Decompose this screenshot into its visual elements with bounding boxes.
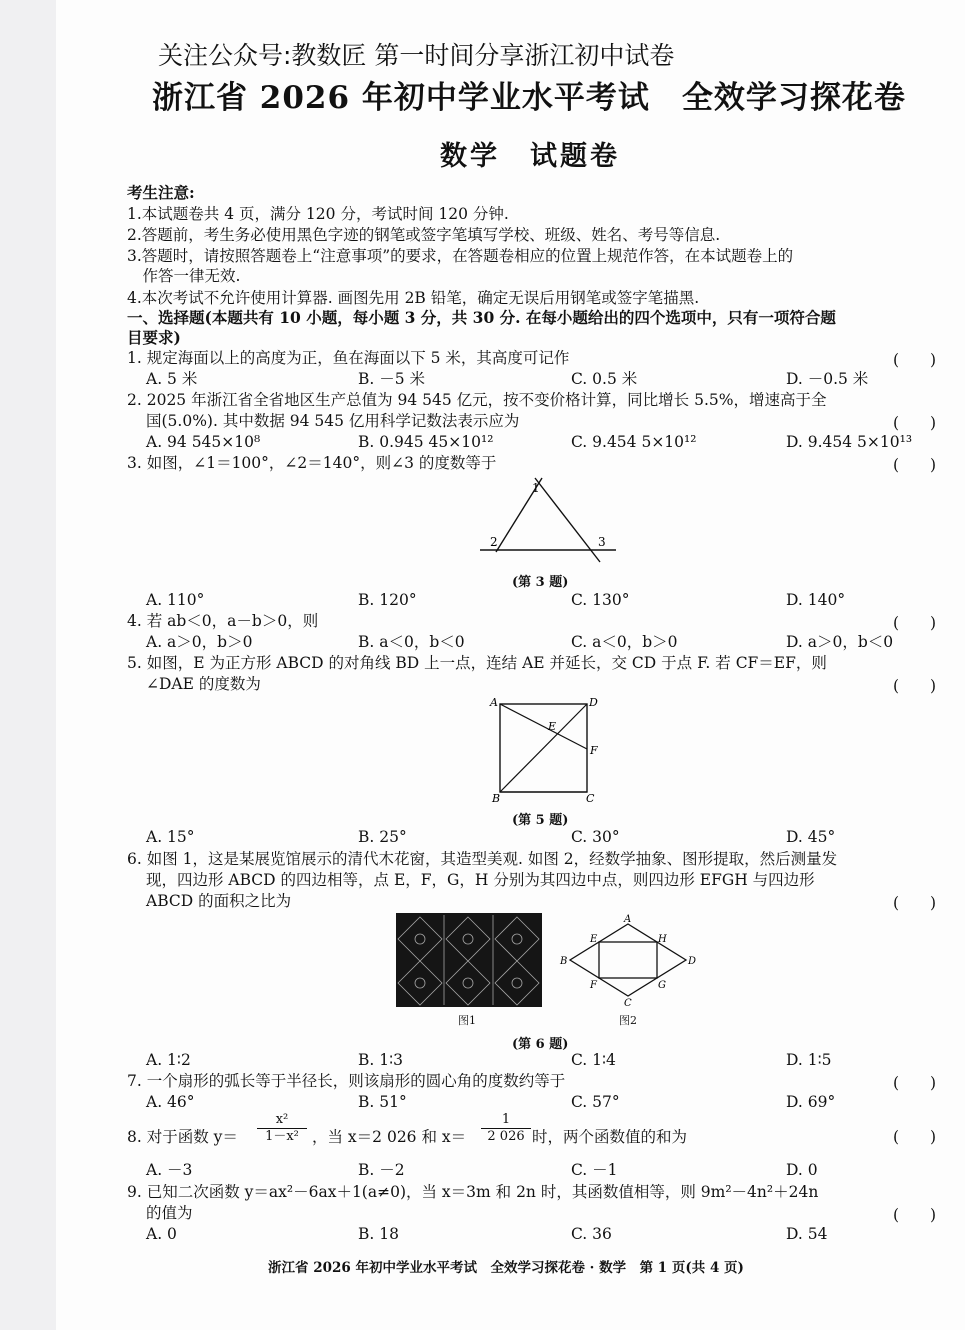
q2-option-b: B. 0.945 45×10¹² bbox=[358, 433, 494, 451]
q2-option-d: D. 9.454 5×10¹³ bbox=[786, 433, 913, 451]
q6-option-b: B. 1∶3 bbox=[358, 1051, 404, 1069]
section-heading: 一、选择题(本题共有 10 小题，每小题 3 分，共 30 分. 在每小题给出的四个选项中，只有一项符合题 bbox=[127, 308, 836, 327]
q6-label-a: A bbox=[624, 914, 632, 925]
q5-label-b: B bbox=[492, 792, 501, 804]
q9-option-c: C. 36 bbox=[571, 1225, 612, 1243]
q9-stem-cont: 的值为 bbox=[146, 1204, 193, 1222]
answer-paren: ( ) bbox=[893, 351, 937, 369]
q8-stem-part1: 8. 对于函数 y＝ bbox=[127, 1128, 238, 1146]
notice-heading: 考生注意: bbox=[127, 183, 195, 202]
q6-option-a: A. 1∶2 bbox=[146, 1051, 191, 1069]
q5-option-b: B. 25° bbox=[358, 828, 407, 846]
q4-option-d: D. a＞0，b＜0 bbox=[786, 633, 894, 651]
q8-option-a: A. －3 bbox=[146, 1161, 193, 1179]
answer-paren: ( ) bbox=[893, 677, 937, 695]
q7-option-c: C. 57° bbox=[571, 1093, 620, 1111]
q5-caption: (第 5 题) bbox=[512, 813, 569, 828]
q4-option-a: A. a＞0，b＞0 bbox=[146, 633, 253, 651]
page-title: 浙江省 2026 年初中学业水平考试 全效学习探花卷 bbox=[152, 80, 906, 116]
q3-label-1: 1 bbox=[532, 481, 540, 495]
q6-fig1-label: 图1 bbox=[458, 1014, 476, 1027]
q8-frac1-num: x² bbox=[257, 1112, 307, 1129]
q6-label-c: C bbox=[624, 998, 632, 1009]
q6-label-h: H bbox=[658, 934, 667, 945]
q5-option-c: C. 30° bbox=[571, 828, 620, 846]
q6-label-g: G bbox=[658, 980, 666, 991]
answer-paren: ( ) bbox=[893, 894, 937, 912]
q8-stem-part3: 时，两个函数值的和为 bbox=[532, 1128, 688, 1146]
q7-option-b: B. 51° bbox=[358, 1093, 407, 1111]
q6-stem: 6. 如图 1，这是某展览馆展示的清代木花窗，其造型美观. 如图 2，经数学抽象、图形提取，然后测量发 bbox=[127, 850, 838, 868]
q6-label-f: F bbox=[590, 980, 597, 991]
q3-caption: (第 3 题) bbox=[512, 575, 569, 590]
answer-paren: ( ) bbox=[893, 1074, 937, 1092]
q5-label-f: F bbox=[590, 744, 598, 757]
q8-option-d: D. 0 bbox=[786, 1161, 818, 1179]
q1-option-b: B. －5 米 bbox=[358, 370, 426, 388]
q6-stem-cont2: ABCD 的面积之比为 bbox=[146, 892, 292, 910]
q3-label-2: 2 bbox=[490, 535, 498, 549]
q3-stem: 3. 如图，∠1＝100°，∠2＝140°，则∠3 的度数等于 bbox=[127, 454, 497, 472]
q6-option-c: C. 1∶4 bbox=[571, 1051, 616, 1069]
page-footer: 浙江省 2026 年初中学业水平考试 全效学习探花卷 · 数学 第 1 页(共 4 页) bbox=[268, 1260, 744, 1276]
q9-option-a: A. 0 bbox=[146, 1225, 177, 1243]
q9-stem: 9. 已知二次函数 y＝ax²－6ax＋1(a≠0)，当 x＝3m 和 2n 时，其函数值相等，则 9m²－4n²＋24n bbox=[127, 1183, 819, 1201]
q1-option-a: A. 5 米 bbox=[146, 370, 198, 388]
q1-option-d: D. －0.5 米 bbox=[786, 370, 869, 388]
q5-stem-cont: ∠DAE 的度数为 bbox=[146, 675, 261, 693]
q1-option-c: C. 0.5 米 bbox=[571, 370, 638, 388]
q8-option-c: C. －1 bbox=[571, 1161, 618, 1179]
q3-label-3: 3 bbox=[598, 535, 606, 549]
answer-paren: ( ) bbox=[893, 414, 937, 432]
top-note: 关注公众号:教数匠 第一时间分享浙江初中试卷 bbox=[158, 41, 675, 70]
q5-option-a: A. 15° bbox=[146, 828, 195, 846]
q5-label-c: C bbox=[586, 792, 595, 804]
q5-label-d: D bbox=[589, 696, 598, 709]
q4-stem: 4. 若 ab＜0，a－b＞0，则 bbox=[127, 612, 319, 630]
q8-frac1-den: 1－x² bbox=[265, 1129, 299, 1144]
q8-fraction-1 bbox=[257, 1112, 307, 1145]
notice-item: 4.本次考试不允许使用计算器. 画图先用 2B 铅笔，确定无误后用钢笔或签字笔描黑. bbox=[127, 289, 700, 307]
q6-caption: (第 6 题) bbox=[512, 1037, 569, 1052]
q3-option-c: C. 130° bbox=[571, 591, 630, 609]
q8-frac2-den: 2 026 bbox=[487, 1129, 525, 1144]
q4-option-b: B. a＜0，b＜0 bbox=[358, 633, 465, 651]
q3-option-d: D. 140° bbox=[786, 591, 846, 609]
q1-stem: 1. 规定海面以上的高度为正，鱼在海面以下 5 米，其高度可记作 bbox=[127, 349, 570, 367]
q5-square-figure bbox=[486, 694, 606, 804]
q6-fig2-label: 图2 bbox=[619, 1014, 637, 1027]
q8-option-b: B. －2 bbox=[358, 1161, 405, 1179]
answer-paren: ( ) bbox=[893, 1206, 937, 1224]
q5-option-d: D. 45° bbox=[786, 828, 836, 846]
section-heading-cont: 目要求) bbox=[127, 328, 181, 347]
q6-window-photo bbox=[396, 913, 542, 1007]
q5-stem: 5. 如图，E 为正方形 ABCD 的对角线 BD 上一点，连结 AE 并延长，交 CD 于点 F. 若 CF＝EF，则 bbox=[127, 654, 827, 672]
q8-frac2-num: 1 bbox=[481, 1112, 531, 1129]
notice-item: 作答一律无效. bbox=[127, 267, 241, 285]
q4-option-c: C. a＜0，b＞0 bbox=[571, 633, 678, 651]
q8-stem-part2: ，当 x＝2 026 和 x＝ bbox=[312, 1128, 467, 1146]
q3-option-b: B. 120° bbox=[358, 591, 417, 609]
answer-paren: ( ) bbox=[893, 456, 937, 474]
q6-option-d: D. 1∶5 bbox=[786, 1051, 832, 1069]
q7-option-d: D. 69° bbox=[786, 1093, 836, 1111]
q5-label-e: E bbox=[548, 720, 557, 733]
q3-option-a: A. 110° bbox=[146, 591, 205, 609]
notice-item: 2.答题前，考生务必使用黑色字迹的钢笔或签字笔填写学校、班级、姓名、考号等信息. bbox=[127, 226, 721, 244]
q6-label-e: E bbox=[590, 934, 598, 945]
q6-rhombus-figure bbox=[558, 912, 698, 1010]
page-subtitle: 数学 试题卷 bbox=[440, 141, 620, 172]
left-margin bbox=[0, 0, 56, 1330]
q5-label-a: A bbox=[490, 696, 498, 709]
q2-option-a: A. 94 545×10⁸ bbox=[146, 433, 261, 451]
answer-paren: ( ) bbox=[893, 1128, 937, 1146]
q6-stem-cont: 现，四边形 ABCD 的四边相等，点 E，F，G，H 分别为其四边中点，则四边形 EFGH 与四边形 bbox=[146, 871, 815, 889]
q7-option-a: A. 46° bbox=[146, 1093, 195, 1111]
answer-paren: ( ) bbox=[893, 614, 937, 632]
q7-stem: 7. 一个扇形的弧长等于半径长，则该扇形的圆心角的度数约等于 bbox=[127, 1072, 566, 1090]
notice-item: 3.答题时，请按照答题卷上“注意事项”的要求，在答题卷相应的位置上规范作答，在本试题卷上的 bbox=[127, 247, 794, 265]
q2-option-c: C. 9.454 5×10¹² bbox=[571, 433, 697, 451]
notice-item: 1.本试题卷共 4 页，满分 120 分，考试时间 120 分钟. bbox=[127, 205, 509, 223]
q3-triangle-figure bbox=[470, 476, 620, 564]
q6-label-b: B bbox=[560, 956, 568, 967]
q9-option-d: D. 54 bbox=[786, 1225, 828, 1243]
q2-stem: 2. 2025 年浙江省全省地区生产总值为 94 545 亿元，按不变价格计算，同比增长 5.5%，增速高于全 bbox=[127, 391, 827, 409]
q9-option-b: B. 18 bbox=[358, 1225, 399, 1243]
q2-stem-cont: 国(5.0%). 其中数据 94 545 亿用科学记数法表示应为 bbox=[146, 412, 520, 430]
q8-fraction-2 bbox=[481, 1112, 531, 1145]
q6-label-d: D bbox=[688, 956, 697, 967]
